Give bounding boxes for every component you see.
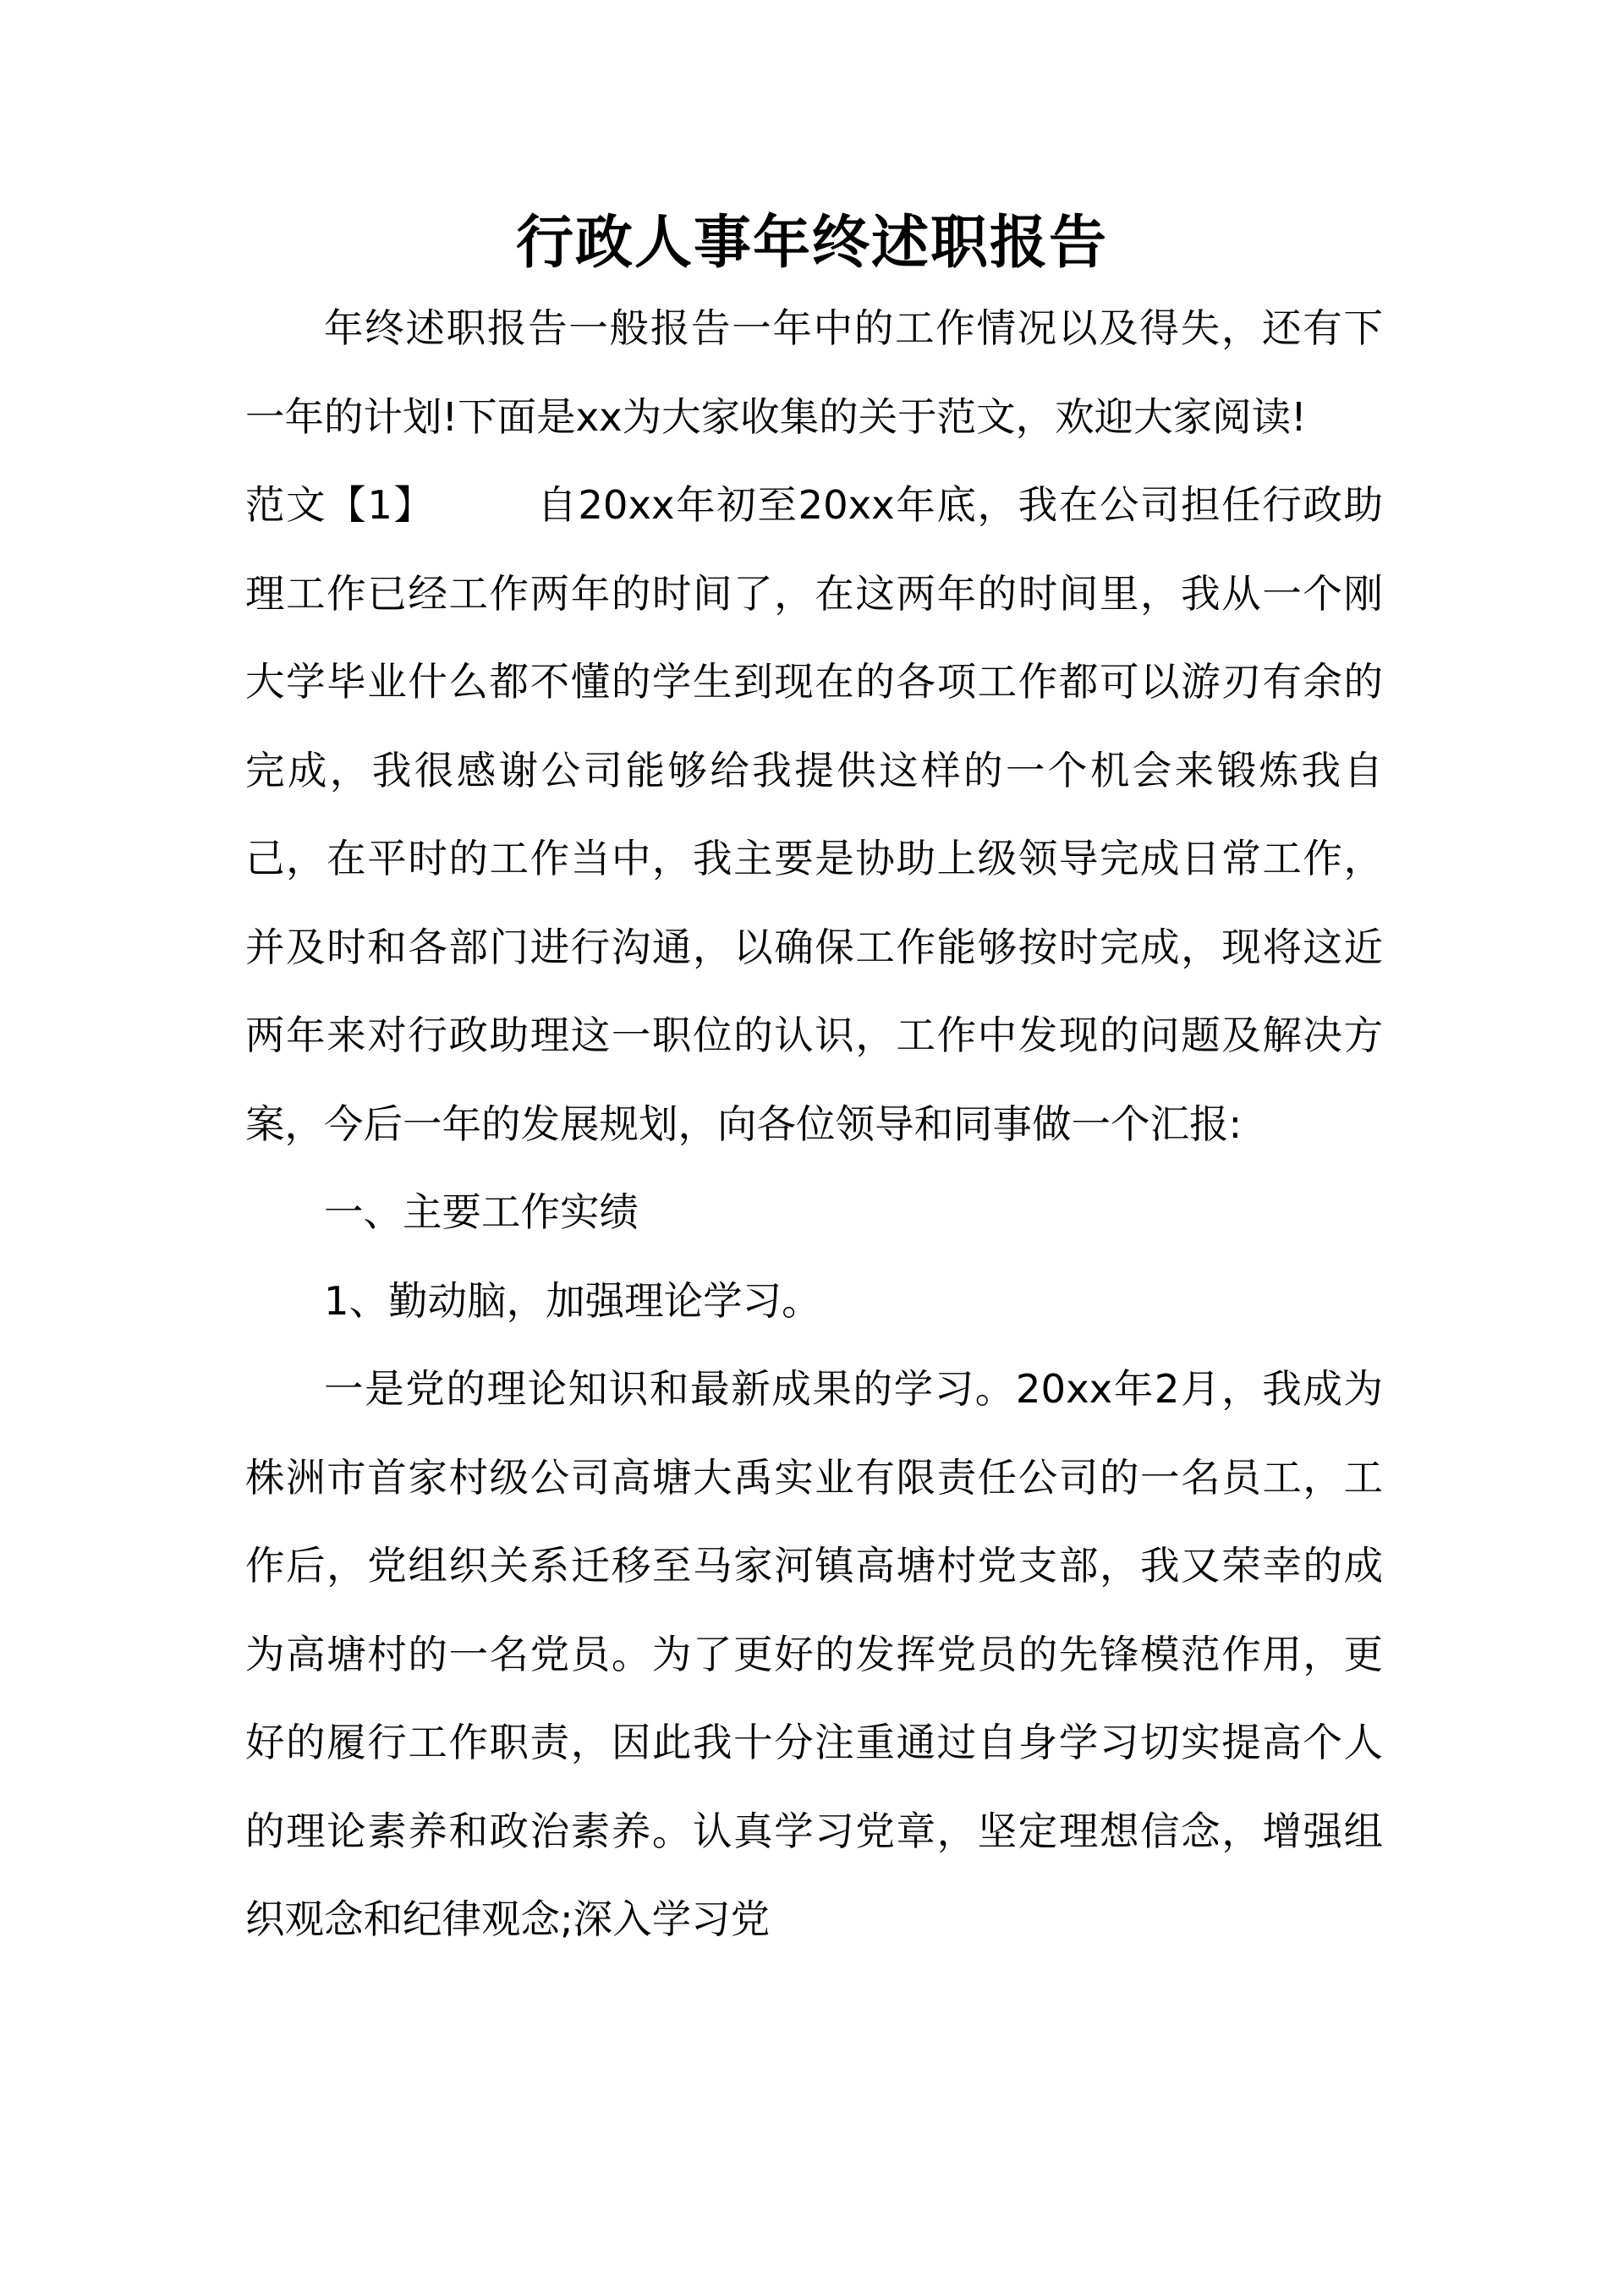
document-body <box>245 284 1383 1964</box>
document-title: 行政人事年终述职报告 <box>515 209 1108 277</box>
party-study-paragraph: 一是党的理论知识和最新成果的学习。20xx年2月，我成为株洲市首家村级公司高塘大禹实业有限责任公司的一名员工，工作后，党组织关系迁移至马家河镇高塘村党支部，我又荣幸的成为高塘村的一名党员。为了更好的发挥党员的先锋模范作用，更好的履行工作职责，因此我十分注重通过自身学习切实提高个人的理论素养和政治素养。认真学习党章，坚定理想信念，增强组织观念和纪律观念;深入学习党 <box>245 1366 1383 1942</box>
sample-text: 自20xx年初至20xx年底，我在公司担任行政助理工作已经工作两年的时间了，在这两年的时间里，我从一个刚大学毕业什么都不懂的学生到现在的各项工作都可以游刃有余的完成，我很感谢公司能够给我提供这样的一个机会来锻炼我自己，在平时的工作当中，我主要是协助上级领导完成日常工作，并及时和各部门进行沟通，以确保工作能够按时完成，现将这近两年来对行政助理这一职位的认识，工作中发现的问题及解决方案，今后一年的发展规划，向各位领导和同事做一个汇报: <box>245 482 1383 1147</box>
subsection-heading: 1、勤动脑，加强理论学习。 <box>324 1277 821 1324</box>
sample-label: 范文【1】 <box>245 482 435 528</box>
sample-paragraph <box>245 461 1383 1168</box>
section-heading: 一、主要工作实绩 <box>324 1189 639 1235</box>
intro-paragraph: 年终述职报告一般报告一年中的工作情况以及得失，还有下一年的计划!下面是xx为大家收集的关于范文，欢迎大家阅读! <box>245 305 1383 440</box>
